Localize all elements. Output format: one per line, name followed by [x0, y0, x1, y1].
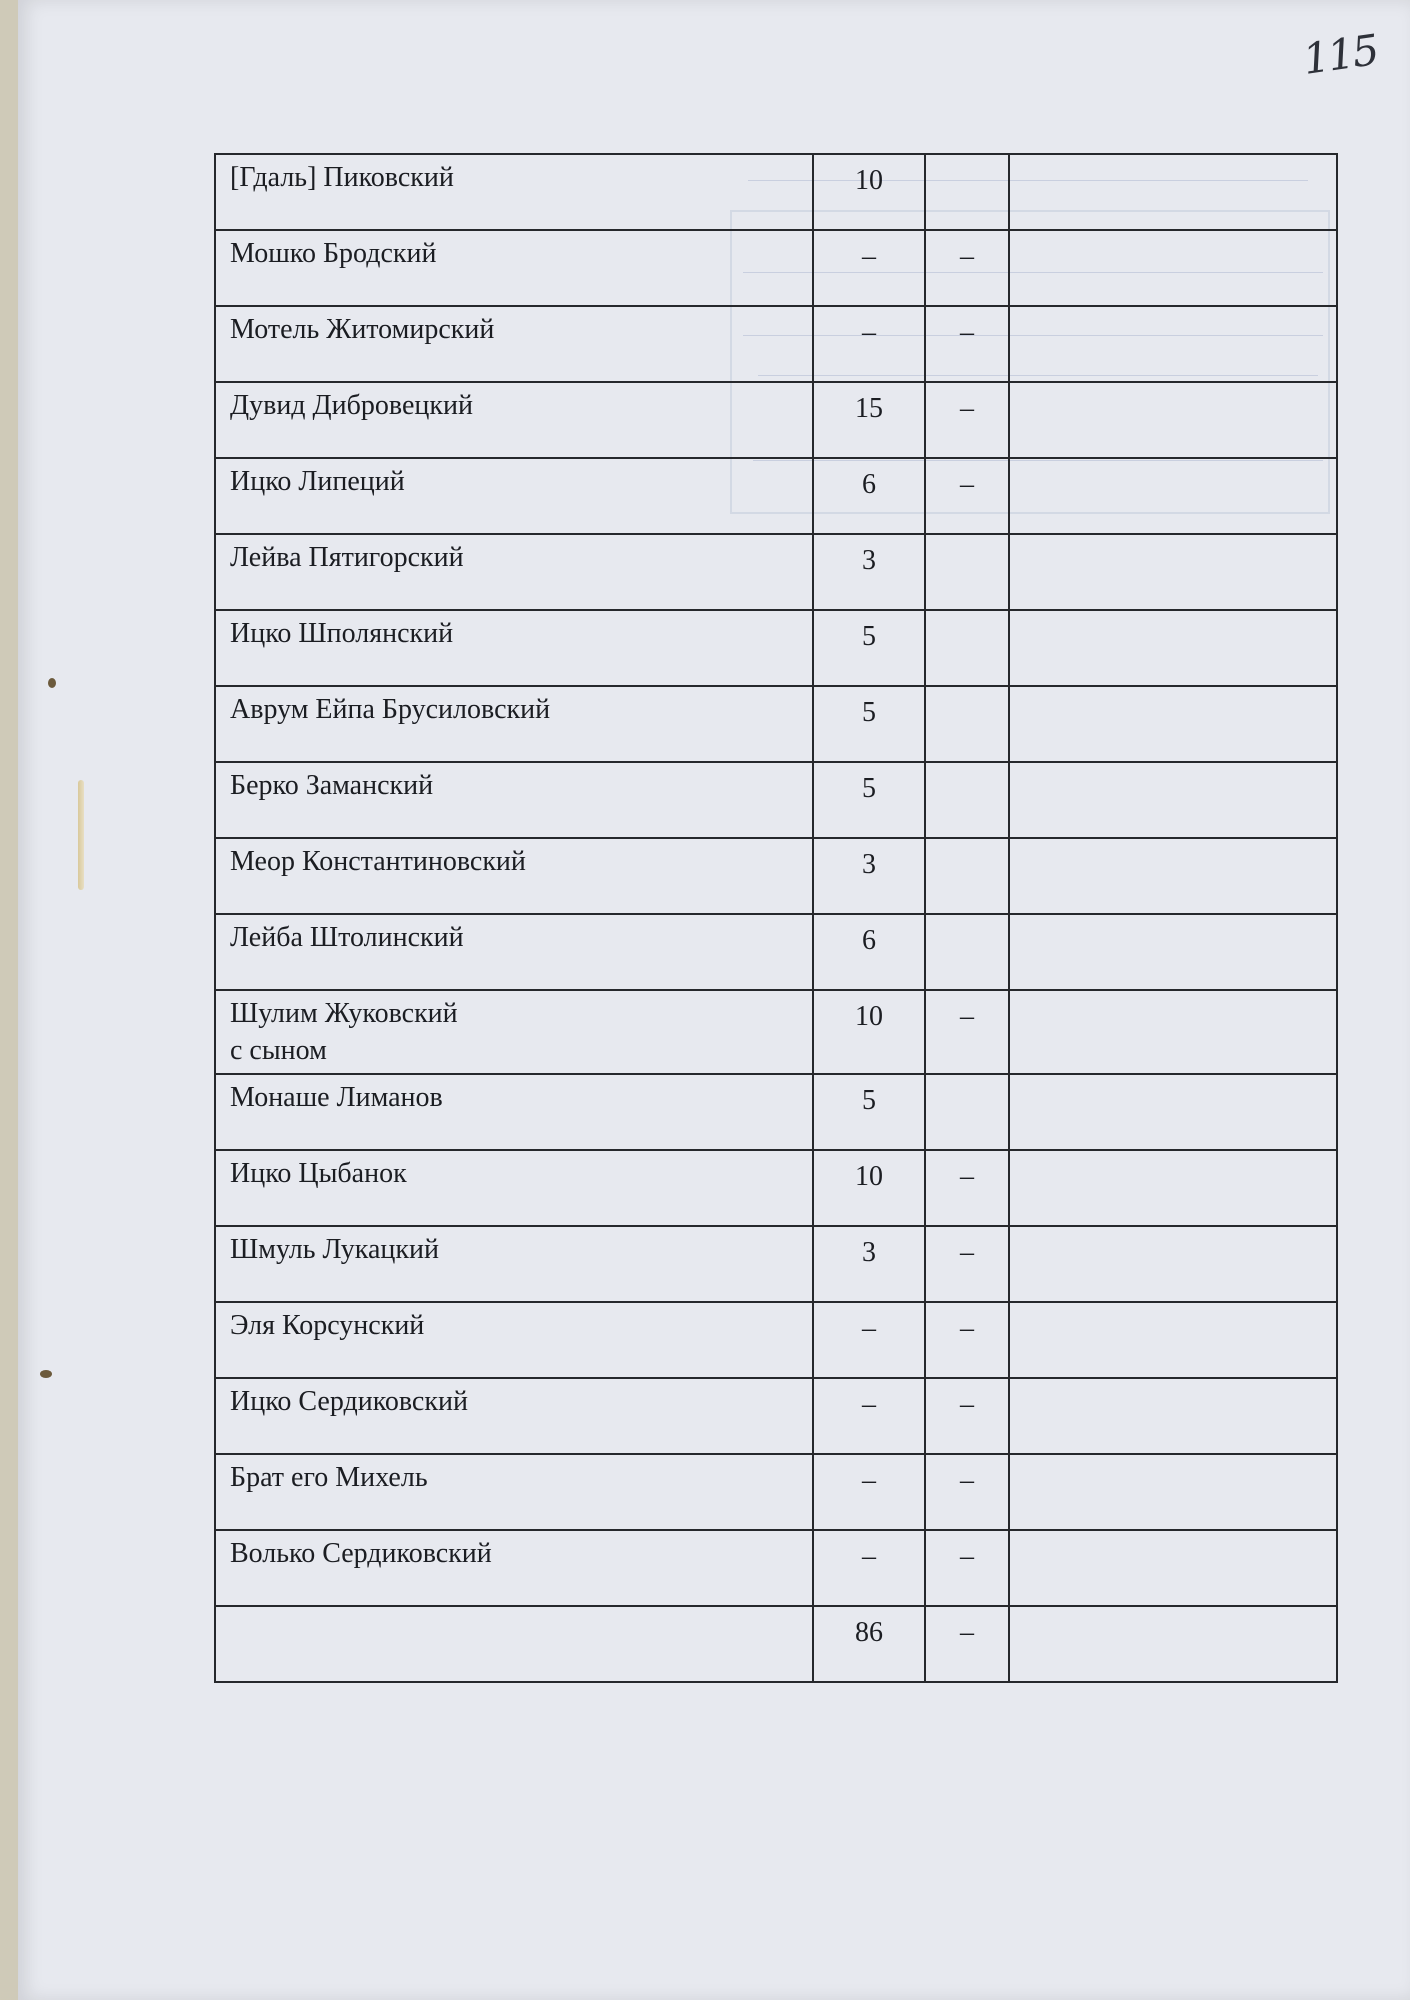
quantity-cell: – — [813, 1302, 925, 1378]
person-name-cell: Ицко Липеций — [215, 458, 813, 534]
table-row — [215, 534, 1337, 610]
person-name-cell: Шмуль Лукацкий — [215, 1226, 813, 1302]
quantity-cell: – — [813, 1454, 925, 1530]
mark-cell: – — [925, 1454, 1009, 1530]
person-name-cell: Берко Заманский — [215, 762, 813, 838]
notes-cell — [1009, 458, 1337, 534]
notes-cell — [1009, 762, 1337, 838]
notes-cell — [1009, 1378, 1337, 1454]
table-row — [215, 1226, 1337, 1302]
ledger-body — [215, 154, 1337, 1682]
mark-cell: – — [925, 1378, 1009, 1454]
quantity-cell: – — [813, 230, 925, 306]
person-name-cell: Лейва Пятигорский — [215, 534, 813, 610]
mark-cell — [925, 762, 1009, 838]
mark-cell: – — [925, 1226, 1009, 1302]
table-row — [215, 1530, 1337, 1606]
person-name-cell: [Гдаль] Пиковский — [215, 154, 813, 230]
document-page — [18, 0, 1410, 2000]
notes-cell — [1009, 534, 1337, 610]
notes-cell — [1009, 1530, 1337, 1606]
notes-cell — [1009, 610, 1337, 686]
person-name-cell: Мотель Житомирский — [215, 306, 813, 382]
notes-cell — [1009, 1302, 1337, 1378]
mark-cell: – — [925, 230, 1009, 306]
quantity-cell: 10 — [813, 154, 925, 230]
notes-cell — [1009, 306, 1337, 382]
mark-cell — [925, 914, 1009, 990]
mark-cell: – — [925, 382, 1009, 458]
table-row — [215, 230, 1337, 306]
person-name-cell: Дувид Дибровецкий — [215, 382, 813, 458]
quantity-cell: 5 — [813, 610, 925, 686]
quantity-cell: 3 — [813, 1226, 925, 1302]
paper-tear-mark — [78, 780, 84, 890]
quantity-cell: 15 — [813, 382, 925, 458]
notes-cell — [1009, 1606, 1337, 1682]
person-name-cell: Мошко Бродский — [215, 230, 813, 306]
mark-cell: – — [925, 990, 1009, 1074]
mark-cell — [925, 610, 1009, 686]
person-name-cell: Меор Константиновский — [215, 838, 813, 914]
notes-cell — [1009, 1150, 1337, 1226]
table-row — [215, 762, 1337, 838]
person-name-cell: Брат его Михель — [215, 1454, 813, 1530]
notes-cell — [1009, 230, 1337, 306]
person-name-cell: Ицко Сердиковский — [215, 1378, 813, 1454]
table-row — [215, 686, 1337, 762]
person-name-cell: Эля Корсунский — [215, 1302, 813, 1378]
quantity-cell: 10 — [813, 990, 925, 1074]
quantity-cell: – — [813, 306, 925, 382]
ledger-table — [214, 153, 1338, 1683]
mark-cell — [925, 838, 1009, 914]
mark-cell: – — [925, 458, 1009, 534]
table-row — [215, 990, 1337, 1074]
notes-cell — [1009, 686, 1337, 762]
table-row — [215, 1454, 1337, 1530]
table-row — [215, 914, 1337, 990]
mark-cell — [925, 154, 1009, 230]
punch-hole-mark — [40, 1370, 52, 1378]
quantity-cell: 5 — [813, 762, 925, 838]
quantity-cell: 6 — [813, 914, 925, 990]
table-row — [215, 1150, 1337, 1226]
notes-cell — [1009, 1074, 1337, 1150]
table-row — [215, 838, 1337, 914]
notes-cell — [1009, 914, 1337, 990]
person-name-cell: Аврум Ейпа Брусиловский — [215, 686, 813, 762]
notes-cell — [1009, 1454, 1337, 1530]
quantity-cell: 86 — [813, 1606, 925, 1682]
person-name-cell: Ицко Цыбанок — [215, 1150, 813, 1226]
table-row — [215, 1378, 1337, 1454]
punch-hole-mark — [48, 678, 56, 688]
total-row — [215, 1606, 1337, 1682]
notes-cell — [1009, 838, 1337, 914]
quantity-cell: 3 — [813, 534, 925, 610]
mark-cell — [925, 686, 1009, 762]
handwritten-page-number: 115 — [1299, 25, 1381, 84]
mark-cell: – — [925, 306, 1009, 382]
mark-cell: – — [925, 1302, 1009, 1378]
person-name-cell: Лейба Штолинский — [215, 914, 813, 990]
person-name-cell: Шулим Жуковский с сыном — [215, 990, 813, 1074]
person-name-cell — [215, 1606, 813, 1682]
mark-cell — [925, 1074, 1009, 1150]
mark-cell: – — [925, 1150, 1009, 1226]
quantity-cell: 5 — [813, 1074, 925, 1150]
notes-cell — [1009, 382, 1337, 458]
mark-cell: – — [925, 1530, 1009, 1606]
notes-cell — [1009, 1226, 1337, 1302]
table-row — [215, 610, 1337, 686]
notes-cell — [1009, 154, 1337, 230]
table-row — [215, 154, 1337, 230]
quantity-cell: 3 — [813, 838, 925, 914]
table-row — [215, 1302, 1337, 1378]
mark-cell — [925, 534, 1009, 610]
table-row — [215, 1074, 1337, 1150]
quantity-cell: – — [813, 1378, 925, 1454]
person-name-cell: Монаше Лиманов — [215, 1074, 813, 1150]
quantity-cell: 6 — [813, 458, 925, 534]
table-row — [215, 382, 1337, 458]
quantity-cell: – — [813, 1530, 925, 1606]
person-name-cell: Волько Сердиковский — [215, 1530, 813, 1606]
table-row — [215, 458, 1337, 534]
notes-cell — [1009, 990, 1337, 1074]
table-row — [215, 306, 1337, 382]
quantity-cell: 10 — [813, 1150, 925, 1226]
quantity-cell: 5 — [813, 686, 925, 762]
mark-cell: – — [925, 1606, 1009, 1682]
person-name-cell: Ицко Шполянский — [215, 610, 813, 686]
